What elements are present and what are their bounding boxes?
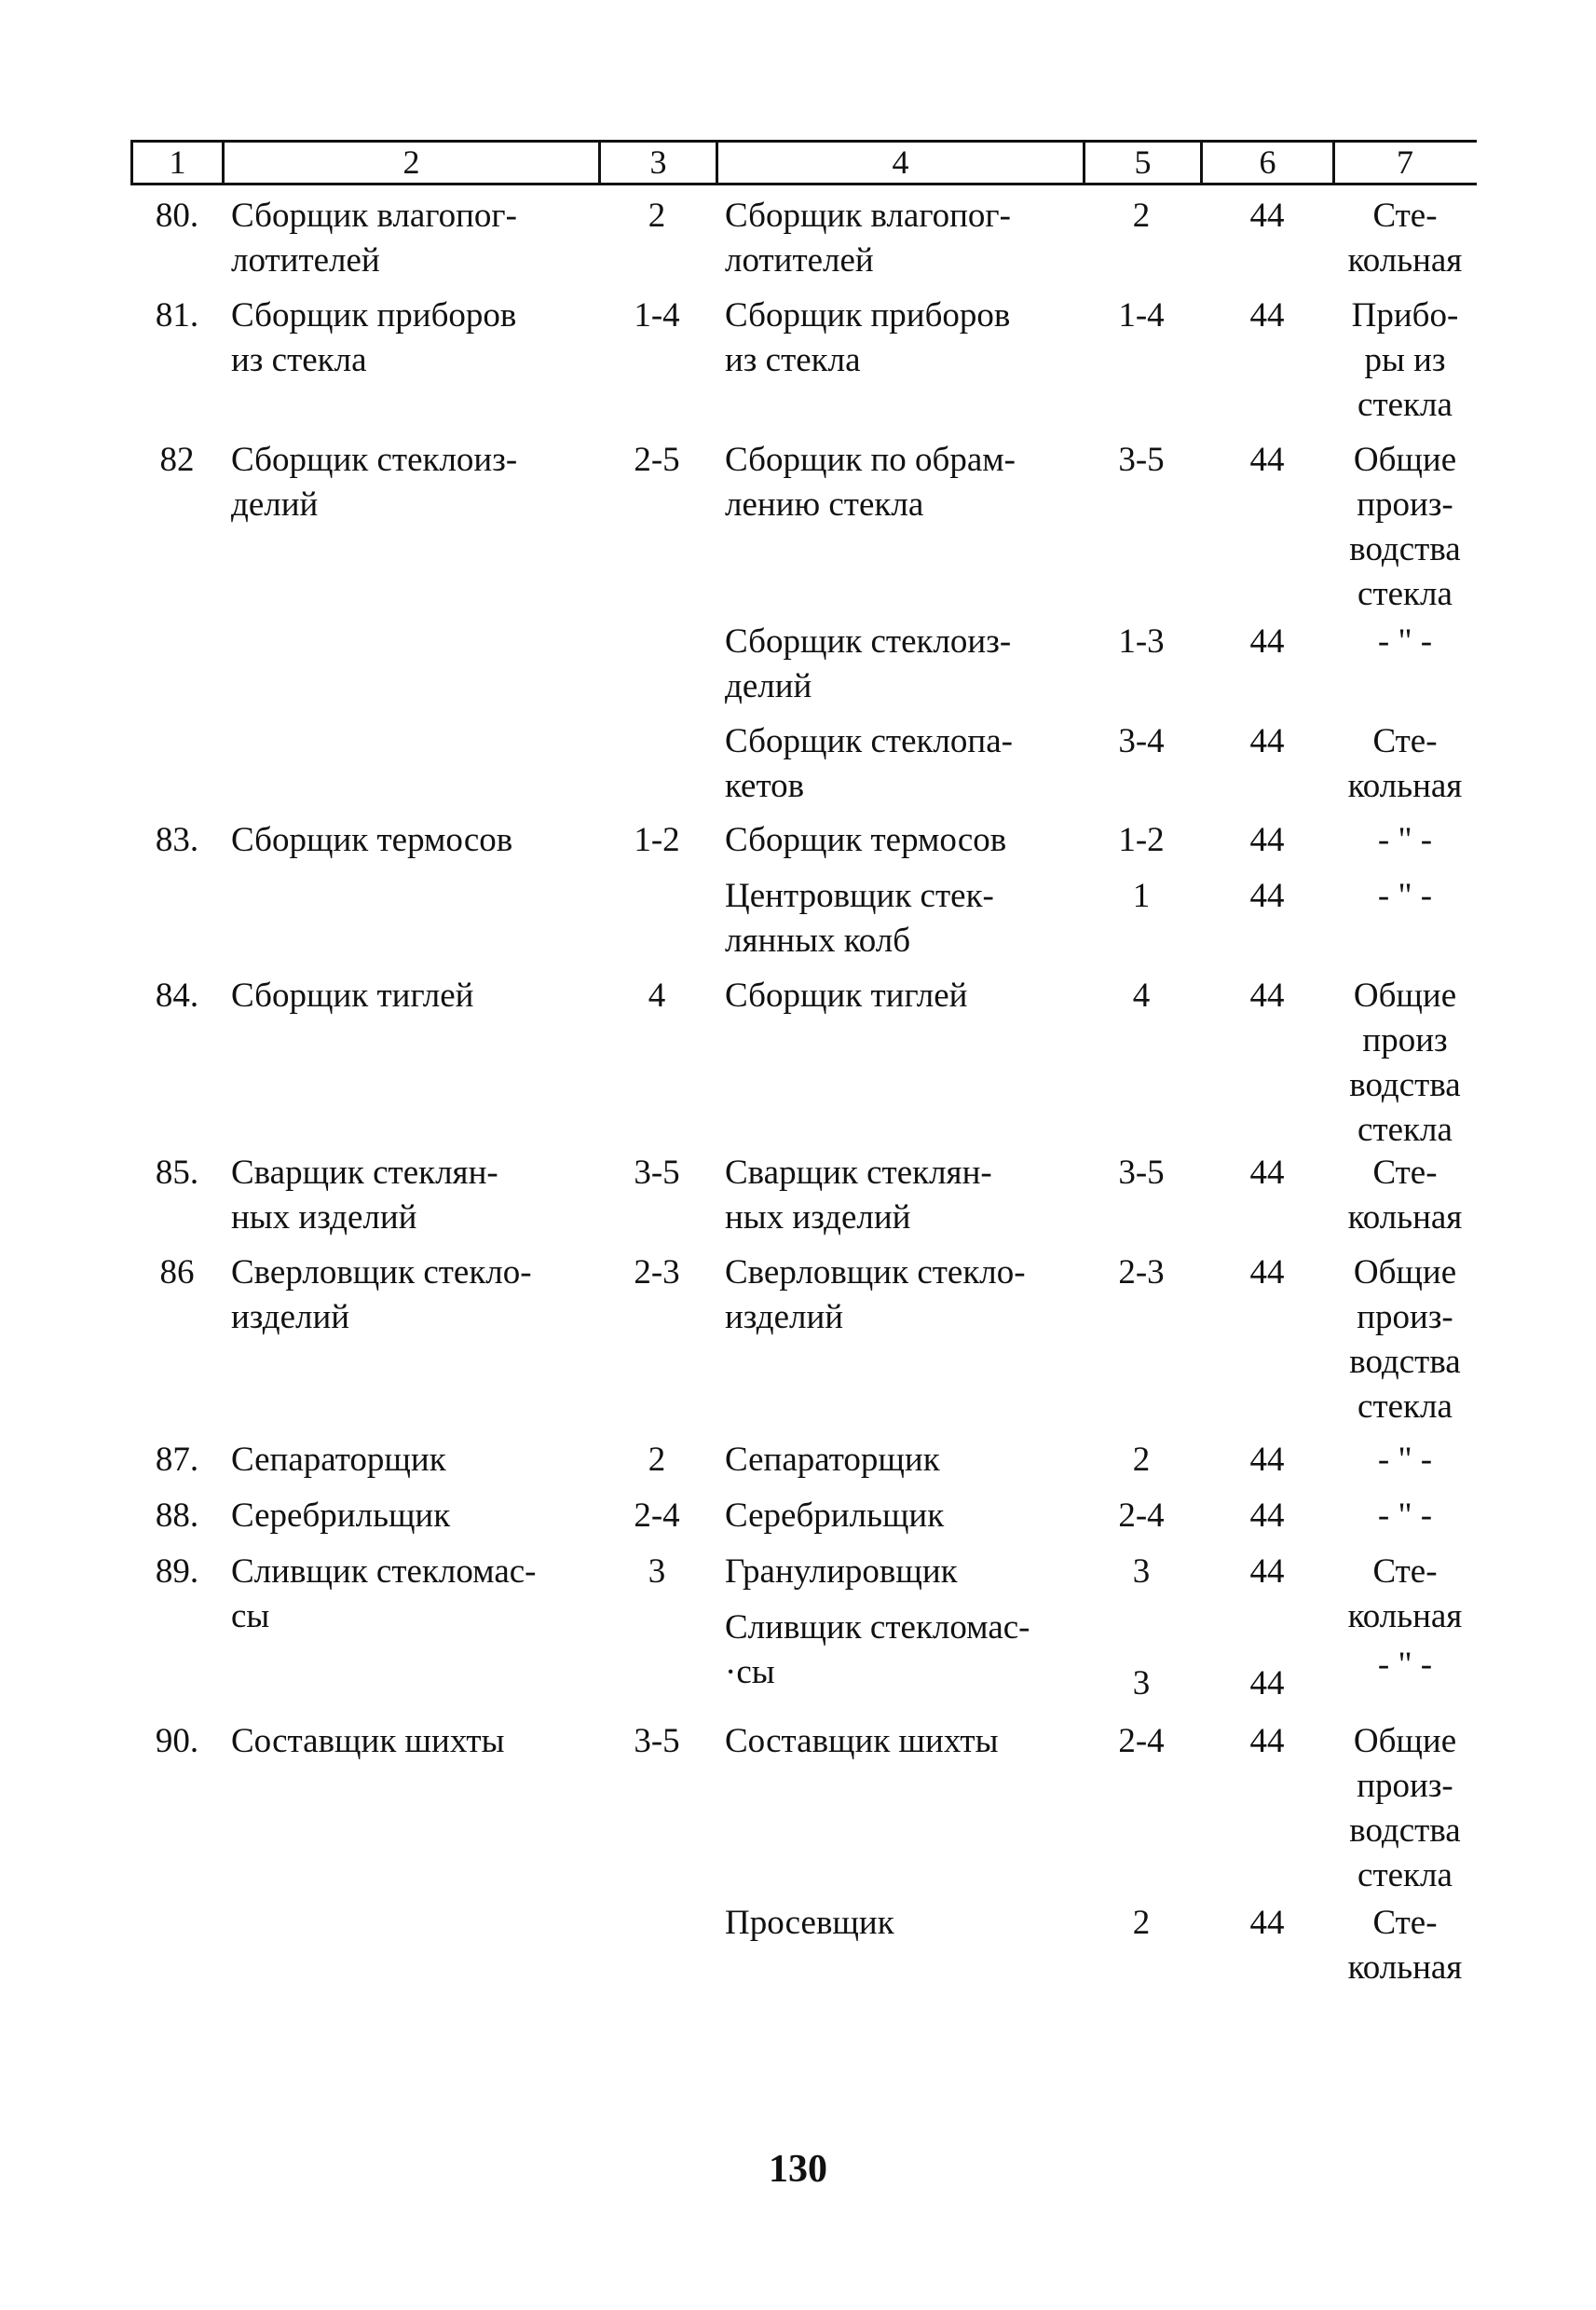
- row-number: 85.: [155, 1154, 199, 1192]
- alt-grade-range: 2-4: [1118, 1722, 1165, 1760]
- alt-grade-range: 2: [1132, 1904, 1151, 1942]
- profession-name: Сборщик стеклоиз- делий: [231, 441, 518, 524]
- alt-grade-range: 4: [1132, 977, 1151, 1015]
- column-header-7: 7: [1397, 144, 1413, 181]
- column-header-4: 4: [892, 144, 909, 181]
- row-number: 89.: [155, 1552, 199, 1591]
- section: - " -: [1377, 622, 1433, 661]
- grade-range: 3-5: [634, 1722, 680, 1760]
- profession-name: Сепараторщик: [231, 1441, 446, 1479]
- profession-name: Сварщик стеклян- ных изделий: [231, 1154, 498, 1237]
- alt-grade-range: 3-5: [1118, 441, 1165, 479]
- grade-range: 1-2: [634, 821, 680, 859]
- alt-profession-name: Сборщик термосов: [725, 821, 1007, 859]
- profession-name: Сборщик термосов: [231, 821, 513, 859]
- row-number: 87.: [155, 1441, 199, 1479]
- section: - " -: [1377, 1646, 1433, 1684]
- page-number: 130: [769, 2148, 827, 2191]
- code: 44: [1249, 1904, 1285, 1942]
- alt-grade-range: 1-4: [1118, 296, 1165, 335]
- profession-name: Сливщик стекломас- сы: [231, 1552, 537, 1635]
- code: 44: [1249, 877, 1285, 915]
- alt-profession-name: Сверловщик стекло- изделий: [725, 1253, 1026, 1336]
- row-number: 83.: [155, 821, 199, 859]
- grade-range: 3: [648, 1552, 666, 1591]
- code: 44: [1249, 1154, 1285, 1192]
- code: 44: [1249, 1253, 1285, 1292]
- alt-profession-name: Серебрильщик: [725, 1497, 945, 1535]
- alt-profession-name: Сборщик по обрам- лению стекла: [725, 441, 1016, 524]
- section: Сте- кольная: [1347, 197, 1463, 280]
- alt-grade-range: 1: [1132, 877, 1151, 915]
- section: Сте- кольная: [1347, 722, 1463, 805]
- section: - " -: [1377, 1441, 1433, 1479]
- column-header-3: 3: [649, 144, 667, 181]
- code: 44: [1249, 821, 1285, 859]
- section: - " -: [1377, 877, 1433, 915]
- section: Общие произ- водства стекла: [1349, 441, 1461, 613]
- row-number: 90.: [155, 1722, 199, 1760]
- column-header-1: 1: [169, 144, 186, 181]
- grade-range: 2-3: [634, 1253, 680, 1292]
- column-header-5: 5: [1134, 144, 1152, 181]
- profession-name: Сборщик влагопог- лотителей: [231, 197, 517, 280]
- section: Общие произ- водства стекла: [1349, 1253, 1461, 1426]
- row-number: 82: [159, 441, 195, 479]
- code: 44: [1249, 296, 1285, 335]
- alt-profession-name: Сборщик приборов из стекла: [725, 296, 1011, 379]
- alt-grade-range: 2: [1132, 197, 1151, 235]
- row-number: 88.: [155, 1497, 199, 1535]
- alt-profession-name: Сборщик влагопог- лотителей: [725, 197, 1011, 280]
- grade-range: 4: [648, 977, 666, 1015]
- alt-profession-name: Гранулировщик: [725, 1552, 958, 1591]
- alt-grade-range: 3: [1132, 1552, 1151, 1591]
- section: Прибо- ры из стекла: [1351, 296, 1459, 424]
- alt-profession-name: Центровщик стек- лянных колб: [725, 877, 994, 960]
- alt-grade-range: 3-5: [1118, 1154, 1165, 1192]
- alt-grade-range: 1-2: [1118, 821, 1165, 859]
- grade-range: 2-4: [634, 1497, 680, 1535]
- grade-range: 3-5: [634, 1154, 680, 1192]
- code: 44: [1249, 441, 1285, 479]
- section: Общие произ- водства стекла: [1349, 1722, 1461, 1894]
- code: 44: [1249, 722, 1285, 760]
- section: Сте- кольная: [1347, 1552, 1463, 1635]
- section: Сте- кольная: [1347, 1154, 1463, 1237]
- code: 44: [1249, 197, 1285, 235]
- row-number: 81.: [155, 296, 199, 335]
- alt-grade-range: 3-4: [1118, 722, 1165, 760]
- row-number: 84.: [155, 977, 199, 1015]
- grade-range: 2: [648, 197, 666, 235]
- alt-grade-range: 2-3: [1118, 1253, 1165, 1292]
- row-number: 80.: [155, 197, 199, 235]
- alt-profession-name: Сливщик стекломас- ·сы: [725, 1608, 1030, 1691]
- section: - " -: [1377, 1497, 1433, 1535]
- code: 44: [1249, 1664, 1285, 1702]
- alt-grade-range: 3: [1132, 1664, 1151, 1702]
- code: 44: [1249, 1552, 1285, 1591]
- column-header-2: 2: [402, 144, 420, 181]
- section: Общие произ водства стекла: [1349, 977, 1461, 1149]
- grade-range: 1-4: [634, 296, 680, 335]
- alt-grade-range: 2-4: [1118, 1497, 1165, 1535]
- profession-name: Составщик шихты: [231, 1722, 505, 1760]
- alt-grade-range: 2: [1132, 1441, 1151, 1479]
- section: Сте- кольная: [1347, 1904, 1463, 1987]
- profession-name: Сборщик приборов из стекла: [231, 296, 517, 379]
- alt-profession-name: Сборщик стеклоиз- делий: [725, 622, 1012, 705]
- header-bottom-rule: [130, 183, 1477, 185]
- alt-profession-name: Просевщик: [725, 1904, 894, 1942]
- profession-name: Сборщик тиглей: [231, 977, 474, 1015]
- alt-profession-name: Сборщик тиглей: [725, 977, 968, 1015]
- alt-profession-name: Сварщик стеклян- ных изделий: [725, 1154, 992, 1237]
- code: 44: [1249, 1497, 1285, 1535]
- alt-grade-range: 1-3: [1118, 622, 1165, 661]
- alt-profession-name: Сборщик стеклопа- кетов: [725, 722, 1013, 805]
- row-number: 86: [159, 1253, 195, 1292]
- grade-range: 2-5: [634, 441, 680, 479]
- code: 44: [1249, 977, 1285, 1015]
- column-header-6: 6: [1259, 144, 1276, 181]
- alt-profession-name: Сепараторщик: [725, 1441, 940, 1479]
- code: 44: [1249, 1441, 1285, 1479]
- profession-name: Серебрильщик: [231, 1497, 451, 1535]
- section: - " -: [1377, 821, 1433, 859]
- alt-profession-name: Составщик шихты: [725, 1722, 999, 1760]
- profession-name: Сверловщик стекло- изделий: [231, 1253, 532, 1336]
- grade-range: 2: [648, 1441, 666, 1479]
- code: 44: [1249, 622, 1285, 661]
- code: 44: [1249, 1722, 1285, 1760]
